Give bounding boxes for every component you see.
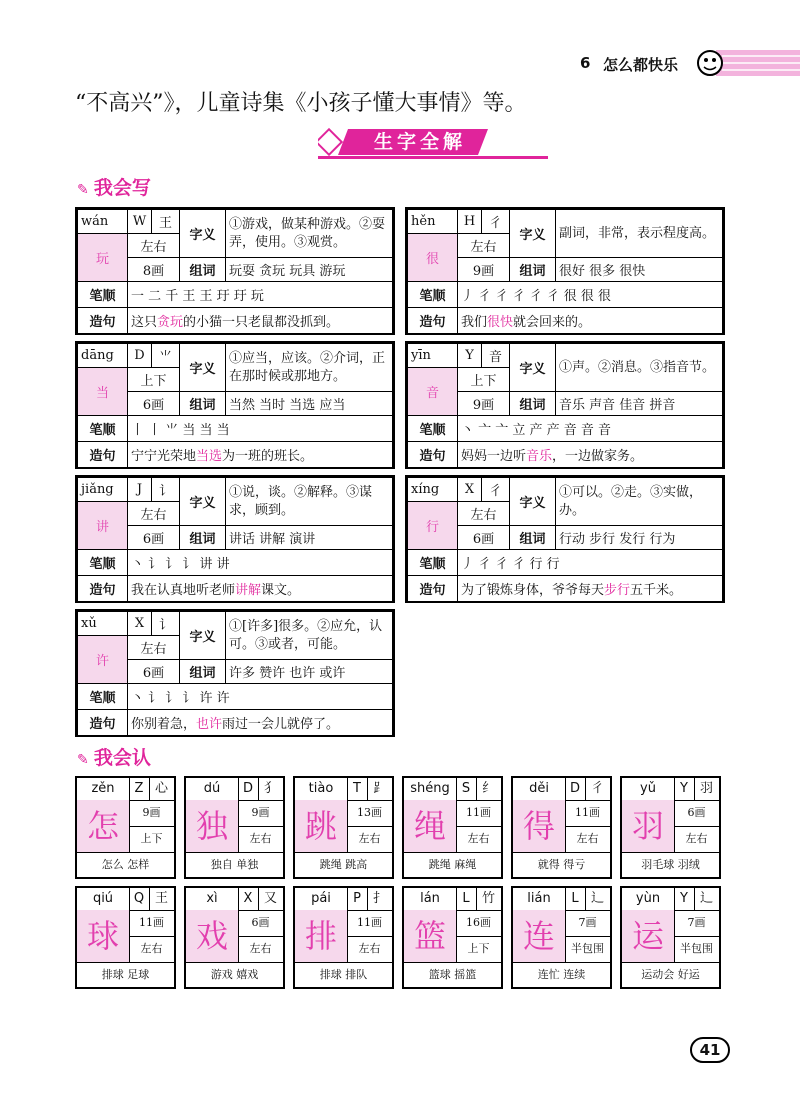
sentence-prefix: 我们: [461, 315, 488, 330]
char-meaning: ①声。②消息。③指音节。: [556, 344, 723, 392]
section-read-heading: [77, 743, 151, 770]
words-label: 组词: [180, 258, 226, 282]
stroke-label: 笔顺: [78, 550, 128, 576]
char-words: 当然 当时 当选 应当: [226, 392, 393, 416]
structure: 左右: [347, 826, 392, 853]
banner-title: 生字全解: [373, 131, 466, 153]
radical: 心: [149, 778, 174, 801]
radical: 王: [149, 888, 174, 911]
meaning-label: 字义: [180, 210, 226, 258]
sentence-suffix: ，一边做家务。: [552, 449, 644, 464]
char-words: 跳绳 跳高: [319, 858, 368, 871]
stroke-order: 一 二 千 王 王 玗 玗 玩: [128, 282, 393, 308]
structure: 左右: [128, 636, 180, 660]
structure: 左右: [458, 234, 510, 258]
pinyin: dú: [186, 778, 239, 801]
write-char-card: [405, 207, 725, 335]
sentence-prefix: 我在认真地听老师: [131, 583, 236, 598]
structure: 上下: [129, 826, 174, 853]
words-label: 组词: [180, 392, 226, 416]
stroke-count: 9画: [238, 800, 283, 827]
section-write-title: 我会写: [93, 177, 151, 199]
structure: 半包围: [674, 936, 719, 963]
char-meaning: ①游戏，做某种游戏。②耍弄，使用。③观赏。: [226, 210, 393, 258]
read-char-card: [293, 776, 394, 879]
initial-letter: Y: [674, 778, 695, 801]
initial-letter: S: [456, 778, 477, 801]
sentence-label: 造句: [78, 710, 128, 736]
meaning-label: 字义: [510, 478, 556, 526]
big-character: 当: [78, 368, 128, 416]
initial-letter: Z: [129, 778, 150, 801]
initial-letter: L: [565, 888, 586, 911]
structure: 左右: [456, 826, 501, 853]
example-sentence: [128, 308, 393, 334]
sentence-label: 造句: [78, 442, 128, 468]
sentence-highlight: 很快: [487, 315, 514, 330]
initial-letter: H: [458, 210, 482, 234]
structure: 左右: [674, 826, 719, 853]
stroke-count: 11画: [347, 910, 392, 937]
stroke-count: 6画: [128, 392, 180, 416]
sentence-label: 造句: [78, 308, 128, 334]
pinyin: yīn: [408, 344, 458, 368]
page-number: 41: [690, 1037, 730, 1063]
radical: 彳: [482, 478, 510, 502]
pinyin: lán: [404, 888, 457, 911]
sentence-suffix: 的小猫一只老鼠都没抓到。: [183, 315, 340, 330]
big-character: 行: [408, 502, 458, 550]
stroke-order: 丨 丨 ⺌ 当 当 当: [128, 416, 393, 442]
sentence-highlight: 音乐: [526, 449, 553, 464]
sentence-suffix: 雨过一会儿就停了。: [222, 717, 340, 732]
big-character: 运: [622, 910, 675, 963]
char-words: 许多 赞许 也许 或许: [226, 660, 393, 684]
big-character: 独: [186, 800, 239, 853]
big-character: 很: [408, 234, 458, 282]
big-character: 音: [408, 368, 458, 416]
sentence-suffix: 课文。: [261, 583, 301, 598]
stroke-label: 笔顺: [408, 282, 458, 308]
char-words: 讲话 讲解 演讲: [226, 526, 393, 550]
write-char-card: [75, 609, 395, 737]
char-meaning: ①说，谈。②解释。③谋求，顾到。: [226, 478, 393, 526]
sentence-highlight: 当选: [196, 449, 223, 464]
example-sentence: [458, 442, 723, 468]
example-sentence: [458, 308, 723, 334]
initial-letter: L: [456, 888, 477, 911]
meaning-label: 字义: [510, 344, 556, 392]
read-char-card: [184, 776, 285, 879]
initial-letter: D: [565, 778, 586, 801]
pinyin: xíng: [408, 478, 458, 502]
radical: 讠: [152, 478, 180, 502]
big-character: 篮: [404, 910, 457, 963]
radical: 纟: [476, 778, 501, 801]
stroke-count: 6画: [674, 800, 719, 827]
structure: 左右: [347, 936, 392, 963]
radical: 讠: [152, 612, 180, 636]
initial-letter: Y: [458, 344, 482, 368]
stroke-count: 6画: [238, 910, 283, 937]
sentence-highlight: 步行: [604, 583, 631, 598]
big-character: 讲: [78, 502, 128, 550]
pinyin: pái: [295, 888, 348, 911]
stroke-count: 7画: [565, 910, 610, 937]
initial-letter: Q: [129, 888, 150, 911]
sentence-prefix: 为了锻炼身体，爷爷每天: [461, 583, 605, 598]
radical: 又: [258, 888, 283, 911]
char-words: 运动会 好运: [641, 968, 700, 981]
char-words: 独自 单独: [210, 858, 259, 871]
meaning-label: 字义: [180, 344, 226, 392]
read-char-card: [75, 886, 176, 989]
structure: 左右: [129, 936, 174, 963]
stroke-label: 笔顺: [408, 416, 458, 442]
example-sentence: [128, 710, 393, 736]
stroke-count: 6画: [128, 526, 180, 550]
meaning-label: 字义: [510, 210, 556, 258]
stroke-count: 16画: [456, 910, 501, 937]
intro-text: “不高兴”》，儿童诗集《小孩子懂大事情》等。: [75, 91, 527, 116]
stroke-order: 丿 彳 彳 彳 行 行: [458, 550, 723, 576]
radical: 辶: [585, 888, 610, 911]
structure: 左右: [458, 502, 510, 526]
char-meaning: 副词，非常，表示程度高。: [556, 210, 723, 258]
stroke-count: 9画: [458, 392, 510, 416]
example-sentence: [128, 442, 393, 468]
write-char-card: [75, 341, 395, 469]
words-label: 组词: [510, 526, 556, 550]
stroke-count: 11画: [565, 800, 610, 827]
stroke-label: 笔顺: [78, 416, 128, 442]
stroke-label: 笔顺: [78, 282, 128, 308]
lesson-title: 怎么都快乐: [603, 56, 679, 74]
pinyin: děi: [513, 778, 566, 801]
pinyin: yǔ: [622, 778, 675, 801]
sentence-prefix: 这只: [131, 315, 158, 330]
structure: 左右: [128, 234, 180, 258]
read-char-card: [511, 776, 612, 879]
sentence-prefix: 妈妈一边听: [461, 449, 527, 464]
section-write-heading: [77, 173, 151, 200]
structure: 上下: [456, 936, 501, 963]
meaning-label: 字义: [180, 612, 226, 660]
sentence-suffix: 就会回来的。: [513, 315, 592, 330]
char-words: 玩耍 贪玩 玩具 游玩: [226, 258, 393, 282]
example-sentence: [458, 576, 723, 602]
pencil-icon: ✎: [77, 752, 89, 768]
structure: 上下: [128, 368, 180, 392]
read-char-card: [620, 776, 721, 879]
sentence-prefix: 宁宁光荣地: [131, 449, 197, 464]
stroke-order: 丶 讠 讠 讠 讲 讲: [128, 550, 393, 576]
big-character: 羽: [622, 800, 675, 853]
write-char-card: [405, 475, 725, 603]
radical: 羽: [694, 778, 719, 801]
stroke-count: 13画: [347, 800, 392, 827]
char-meaning: ①应当，应该。②介词，正在那时候或那地方。: [226, 344, 393, 392]
char-words: 连忙 连续: [537, 968, 586, 981]
initial-letter: X: [238, 888, 259, 911]
char-words: 跳绳 麻绳: [428, 858, 477, 871]
big-character: 球: [77, 910, 130, 963]
pinyin: yùn: [622, 888, 675, 911]
sentence-highlight: 也许: [196, 717, 223, 732]
radical: 扌: [367, 888, 392, 911]
radical: 彳: [585, 778, 610, 801]
stroke-count: 6画: [458, 526, 510, 550]
words-label: 组词: [510, 258, 556, 282]
stroke-count: 11画: [456, 800, 501, 827]
sentence-highlight: 讲解: [235, 583, 262, 598]
radical: 音: [482, 344, 510, 368]
radical: 王: [152, 210, 180, 234]
char-words: 音乐 声音 佳音 拼音: [556, 392, 723, 416]
char-words: 游戏 嬉戏: [210, 968, 259, 981]
stroke-count: 7画: [674, 910, 719, 937]
big-character: 得: [513, 800, 566, 853]
stroke-count: 9画: [129, 800, 174, 827]
write-char-card: [75, 207, 395, 335]
read-char-card: [402, 886, 503, 989]
pinyin: lián: [513, 888, 566, 911]
read-char-card: [184, 886, 285, 989]
lesson-number: 6: [580, 54, 591, 72]
sentence-label: 造句: [408, 308, 458, 334]
sentence-suffix: 五千米。: [630, 583, 683, 598]
sentence-label: 造句: [408, 576, 458, 602]
example-sentence: [128, 576, 393, 602]
big-character: 玩: [78, 234, 128, 282]
char-words: 篮球 摇篮: [428, 968, 477, 981]
sentence-highlight: 贪玩: [157, 315, 184, 330]
stroke-order: 丶 讠 讠 讠 许 许: [128, 684, 393, 710]
sentence-label: 造句: [408, 442, 458, 468]
sentence-suffix: 为一班的班长。: [222, 449, 314, 464]
pinyin: tiào: [295, 778, 348, 801]
char-words: 排球 足球: [101, 968, 150, 981]
words-label: 组词: [180, 660, 226, 684]
initial-letter: X: [128, 612, 152, 636]
radical: 彳: [482, 210, 510, 234]
big-character: 排: [295, 910, 348, 963]
initial-letter: T: [347, 778, 368, 801]
words-label: 组词: [510, 392, 556, 416]
header-decoration-icon: [692, 44, 800, 82]
stroke-count: 8画: [128, 258, 180, 282]
char-meaning: ①可以。②走。③实做，办。: [556, 478, 723, 526]
char-words: 就得 得亏: [537, 858, 586, 871]
initial-letter: P: [347, 888, 368, 911]
stroke-count: 9画: [458, 258, 510, 282]
structure: 左右: [238, 826, 283, 853]
structure: 左右: [565, 826, 610, 853]
char-words: 排球 排队: [319, 968, 368, 981]
read-char-card: [402, 776, 503, 879]
radical: 竹: [476, 888, 501, 911]
char-words: 羽毛球 羽绒: [641, 858, 700, 871]
char-words: 很好 很多 很快: [556, 258, 723, 282]
pinyin: shéng: [404, 778, 457, 801]
pinyin: hěn: [408, 210, 458, 234]
structure: 左右: [128, 502, 180, 526]
char-words: 怎么 怎样: [101, 858, 150, 871]
section-read-title: 我会认: [93, 747, 151, 769]
stroke-order: 丿 彳 彳 彳 彳 彳 很 很 很: [458, 282, 723, 308]
pinyin: dāng: [78, 344, 128, 368]
pinyin: wán: [78, 210, 128, 234]
char-words: 行动 步行 发行 行为: [556, 526, 723, 550]
pencil-icon: ✎: [77, 182, 89, 198]
pinyin: xǔ: [78, 612, 128, 636]
write-char-card: [405, 341, 725, 469]
pinyin: qiú: [77, 888, 130, 911]
stroke-label: 笔顺: [78, 684, 128, 710]
stroke-order: 丶 亠 亠 立 产 产 音 音 音: [458, 416, 723, 442]
stroke-count: 11画: [129, 910, 174, 937]
radical: 辶: [694, 888, 719, 911]
read-char-card: [511, 886, 612, 989]
big-character: 绳: [404, 800, 457, 853]
read-char-card: [293, 886, 394, 989]
read-char-card: [620, 886, 721, 989]
structure: 左右: [238, 936, 283, 963]
radical: ⺌: [152, 344, 180, 368]
initial-letter: J: [128, 478, 152, 502]
read-char-card: [75, 776, 176, 879]
big-character: 怎: [77, 800, 130, 853]
initial-letter: X: [458, 478, 482, 502]
structure: 上下: [458, 368, 510, 392]
stroke-label: 笔顺: [408, 550, 458, 576]
initial-letter: Y: [674, 888, 695, 911]
radical: ⻊: [367, 778, 392, 801]
sentence-label: 造句: [78, 576, 128, 602]
big-character: 跳: [295, 800, 348, 853]
initial-letter: W: [128, 210, 152, 234]
sentence-prefix: 你别着急，: [131, 717, 197, 732]
big-character: 连: [513, 910, 566, 963]
write-char-card: [75, 475, 395, 603]
structure: 半包围: [565, 936, 610, 963]
pinyin: xì: [186, 888, 239, 911]
big-character: 戏: [186, 910, 239, 963]
meaning-label: 字义: [180, 478, 226, 526]
pinyin: zěn: [77, 778, 130, 801]
pinyin: jiǎng: [78, 478, 128, 502]
stroke-count: 6画: [128, 660, 180, 684]
radical: 犭: [258, 778, 283, 801]
big-character: 许: [78, 636, 128, 684]
words-label: 组词: [180, 526, 226, 550]
initial-letter: D: [128, 344, 152, 368]
initial-letter: D: [238, 778, 259, 801]
char-meaning: ①[许多]很多。②应允，认可。③或者，可能。: [226, 612, 393, 660]
